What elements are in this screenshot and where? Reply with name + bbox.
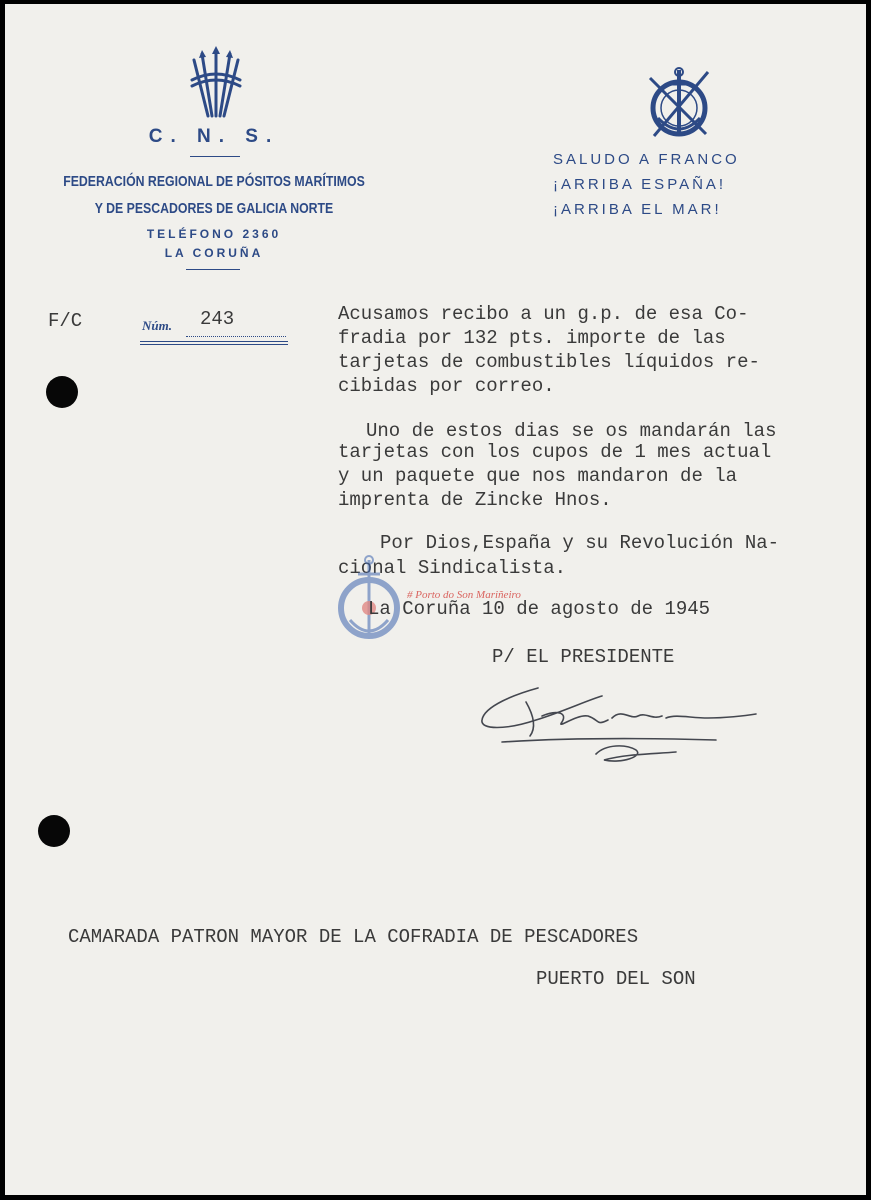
- city: LA CORUÑA: [164, 246, 264, 260]
- punch-hole-bottom: [38, 815, 70, 847]
- body-p1-line-2: fradia por 132 pts. importe de las: [338, 327, 726, 349]
- body-p2-line-4: imprenta de Zincke Hnos.: [338, 489, 612, 511]
- federation-line-2: Y DE PESCADORES DE GALICIA NORTE: [94, 200, 334, 217]
- body-p3-line-1: Por Dios,España y su Revolución Na-: [380, 532, 780, 554]
- body-p1-line-4: cibidas por correo.: [338, 375, 555, 397]
- org-abbrev: C. N. S.: [148, 126, 280, 147]
- slogan-2: ¡ARRIBA ESPAÑA!: [553, 176, 727, 193]
- signature: [476, 680, 766, 772]
- addressee-line-1: CAMARADA PATRON MAYOR DE LA COFRADIA DE PESCADORES: [68, 926, 639, 948]
- body-p2-line-3: y un paquete que nos mandaron de la: [338, 465, 738, 487]
- reference-code: F/C: [48, 310, 83, 332]
- divider-bottom: [186, 269, 240, 270]
- federation-line-1: FEDERACIÓN REGIONAL DE PÓSITOS MARÍTIMOS: [63, 173, 365, 190]
- watermark-text: # Porto do Son Mariñeiro: [407, 589, 521, 601]
- slogan-3: ¡ARRIBA EL MAR!: [553, 201, 722, 218]
- addressee-line-2: PUERTO DEL SON: [536, 968, 696, 990]
- anchor-wheel-emblem-icon: [640, 64, 718, 142]
- body-p1-line-1: Acusamos recibo a un g.p. de esa Co-: [338, 303, 749, 325]
- num-rule-1: [140, 341, 288, 342]
- divider-top: [190, 156, 240, 157]
- num-rule-2: [140, 344, 288, 345]
- body-p3-line-2: cional Sindicalista.: [338, 557, 567, 579]
- punch-hole-top: [46, 376, 78, 408]
- yoke-and-arrows-icon: [188, 46, 244, 120]
- body-p2-line-2: tarjetas con los cupos de 1 mes actual: [338, 441, 772, 463]
- slogan-1: SALUDO A FRANCO: [553, 151, 740, 168]
- body-p2-line-1: Uno de estos dias se os mandarán las: [366, 420, 777, 442]
- num-label: Núm.: [142, 318, 172, 333]
- place-date: La Coruña 10 de agosto de 1945: [368, 598, 711, 620]
- phone: TELÉFONO 2360: [146, 227, 282, 241]
- num-dotted-line: [186, 336, 286, 337]
- signatory: P/ EL PRESIDENTE: [492, 646, 675, 668]
- num-value: 243: [200, 308, 235, 330]
- body-p1-line-3: tarjetas de combustibles líquidos re-: [338, 351, 760, 373]
